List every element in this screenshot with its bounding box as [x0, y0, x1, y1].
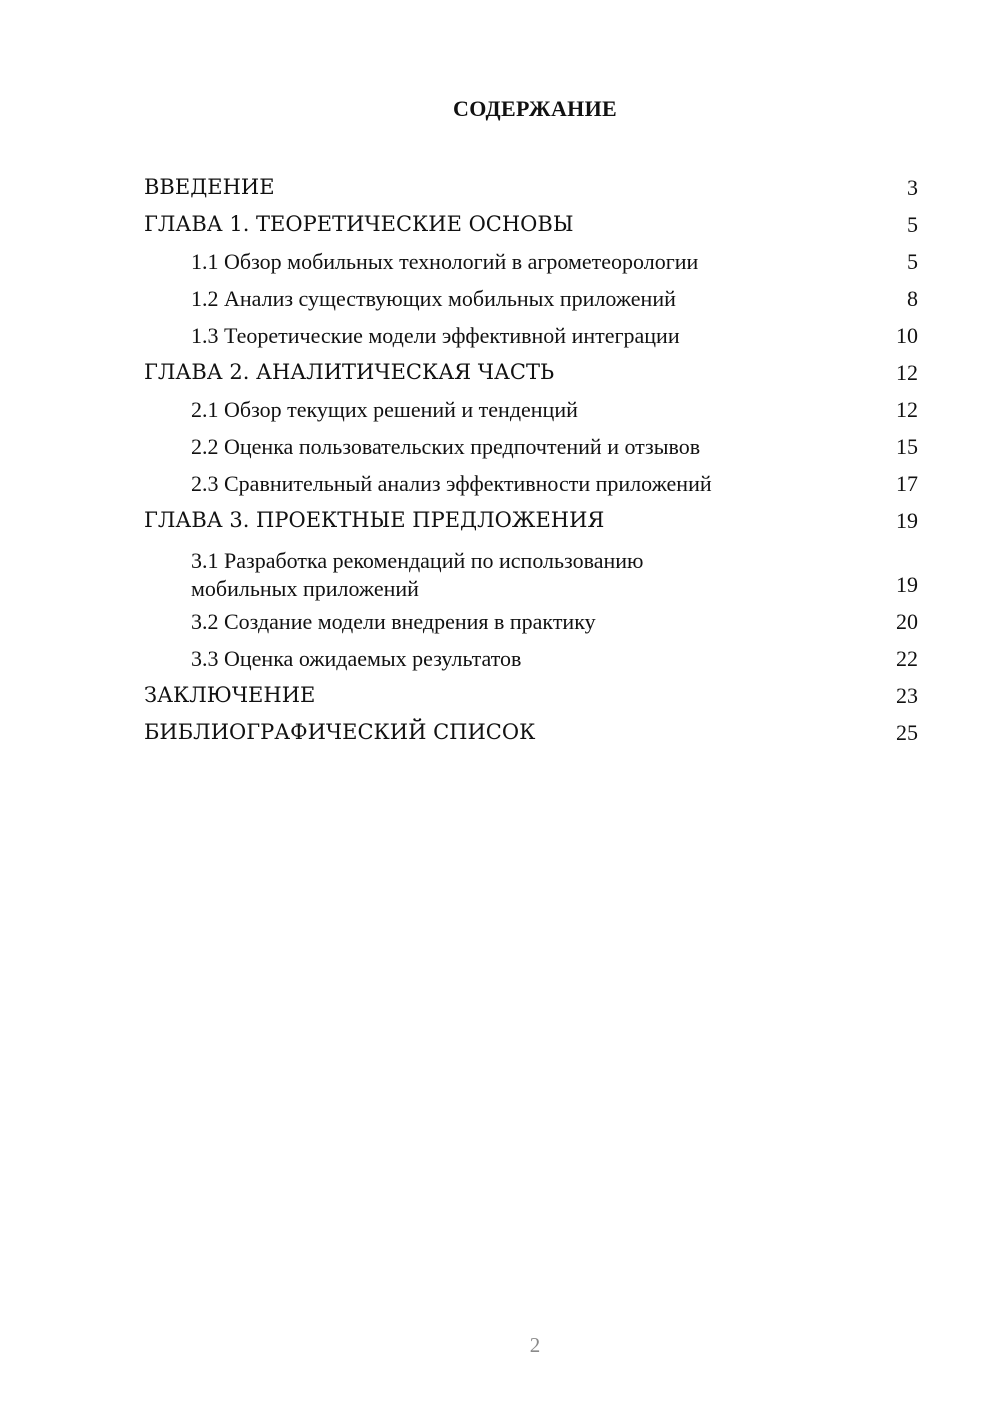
- toc-entry-section-2-1[interactable]: [144, 391, 918, 428]
- toc-entry-label: БИБЛИОГРАФИЧЕСКИЙ СПИСОК: [144, 720, 536, 744]
- toc-entry-label: 1.3 Теоретические модели эффективной интеграции: [191, 323, 680, 348]
- toc-entry-section-2-3[interactable]: [144, 465, 918, 502]
- toc-entry-label: ГЛАВА 1. ТЕОРЕТИЧЕСКИЕ ОСНОВЫ: [144, 212, 574, 236]
- toc-entry-chapter-2[interactable]: [144, 354, 918, 391]
- toc-entry-label: 2.2 Оценка пользовательских предпочтений и отзывов: [191, 434, 701, 459]
- toc-entry-page: 5: [907, 249, 918, 274]
- table-of-contents: [144, 169, 918, 751]
- toc-entry-page: 19: [896, 508, 918, 533]
- toc-entry-label: 1.1 Обзор мобильных технологий в агрометеорологии: [191, 249, 699, 274]
- toc-entry-label: ВВЕДЕНИЕ: [144, 175, 275, 199]
- toc-entry-page: 12: [896, 397, 918, 422]
- toc-entry-conclusion[interactable]: [144, 677, 918, 714]
- toc-entry-section-1-2[interactable]: [144, 280, 918, 317]
- toc-entry-page: 22: [896, 646, 918, 671]
- toc-entry-section-1-3[interactable]: [144, 317, 918, 354]
- toc-entry-introduction[interactable]: [144, 169, 918, 206]
- toc-entry-label: 3.2 Создание модели внедрения в практику: [191, 609, 596, 634]
- toc-entry-section-3-1[interactable]: [144, 539, 918, 603]
- toc-entry-page: 23: [896, 683, 918, 708]
- toc-entry-section-3-2[interactable]: [144, 603, 918, 640]
- toc-entry-label: ЗАКЛЮЧЕНИЕ: [144, 683, 316, 707]
- toc-entry-section-1-1[interactable]: [144, 243, 918, 280]
- toc-entry-label: 2.1 Обзор текущих решений и тенденций: [191, 397, 578, 422]
- toc-entry-page: 3: [907, 175, 918, 200]
- toc-entry-section-2-2[interactable]: [144, 428, 918, 465]
- toc-entry-page: 19: [896, 572, 918, 597]
- toc-entry-label: 3.3 Оценка ожидаемых результатов: [191, 646, 522, 671]
- toc-entry-label: ГЛАВА 3. ПРОЕКТНЫЕ ПРЕДЛОЖЕНИЯ: [144, 508, 605, 532]
- toc-entry-page: 5: [907, 212, 918, 237]
- toc-entry-label: 3.1 Разработка рекомендаций по использованию мобильных приложений: [191, 548, 644, 601]
- toc-entry-section-3-3[interactable]: [144, 640, 918, 677]
- toc-entry-chapter-1[interactable]: [144, 206, 918, 243]
- toc-entry-label: ГЛАВА 2. АНАЛИТИЧЕСКАЯ ЧАСТЬ: [144, 360, 555, 384]
- toc-entry-chapter-3[interactable]: [144, 502, 918, 539]
- toc-entry-page: 15: [896, 434, 918, 459]
- toc-title: СОДЕРЖАНИЕ: [453, 96, 617, 121]
- toc-entry-page: 12: [896, 360, 918, 385]
- toc-entry-page: 10: [896, 323, 918, 348]
- toc-entry-label: 1.2 Анализ существующих мобильных приложений: [191, 286, 676, 311]
- toc-entry-page: 20: [896, 609, 918, 634]
- toc-entry-bibliography[interactable]: [144, 714, 918, 751]
- toc-entry-label: 2.3 Сравнительный анализ эффективности приложений: [191, 471, 712, 496]
- toc-entry-page: 25: [896, 720, 918, 745]
- toc-entry-page: 17: [896, 471, 918, 496]
- toc-entry-page: 8: [907, 286, 918, 311]
- page-number: 2: [529, 1333, 541, 1357]
